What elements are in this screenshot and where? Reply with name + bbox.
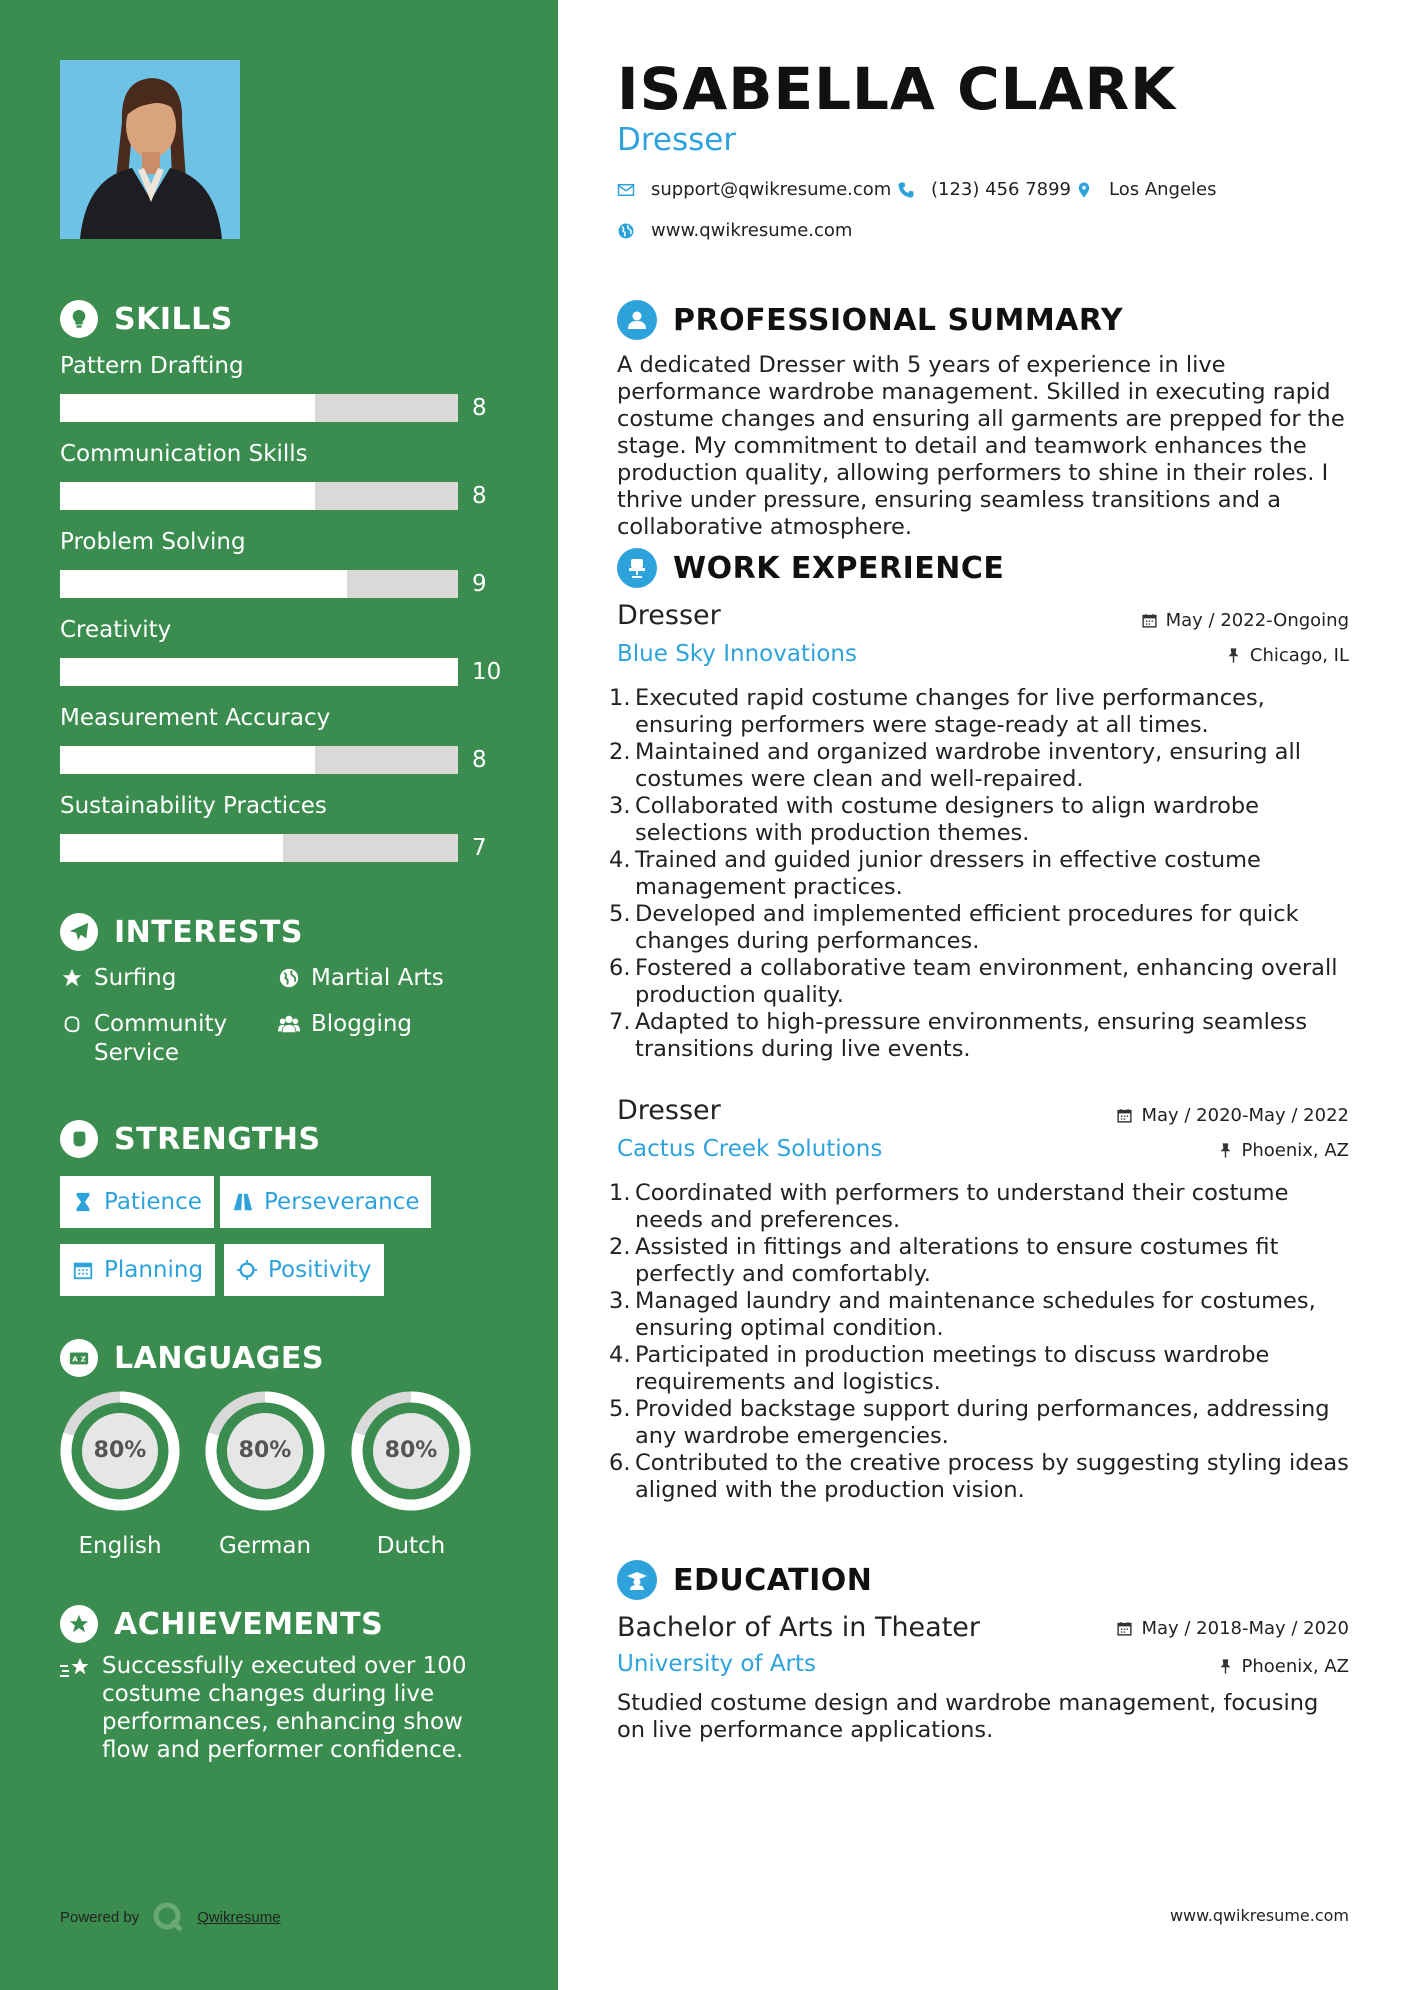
duty-text: Adapted to high-pressure environments, ensuring seamless transitions during live events. — [635, 1009, 1308, 1062]
skill-level: 8 — [472, 483, 487, 509]
powered-by — [60, 1900, 281, 1934]
languages-title: LANGUAGES — [114, 1340, 324, 1376]
skill-name: Pattern Drafting — [60, 353, 244, 379]
duty-text: Contributed to the creative process by suggesting styling ideas aligned with the production vision. — [635, 1450, 1349, 1503]
strength-badge — [220, 1176, 431, 1228]
hourglass-icon — [72, 1191, 94, 1213]
education-date — [1116, 1618, 1349, 1639]
interest-item — [277, 964, 444, 993]
sun-icon — [236, 1259, 258, 1281]
education-date-text: May / 2018-May / 2020 — [1141, 1618, 1349, 1639]
job-title: Dresser — [617, 600, 721, 631]
duty-item — [609, 1396, 1354, 1450]
pushpin-icon — [1225, 647, 1242, 664]
duty-item — [609, 1009, 1354, 1063]
skill-bar — [60, 658, 458, 686]
strength-badge — [60, 1176, 214, 1228]
duty-item — [609, 1450, 1354, 1504]
language-name: Dutch — [376, 1533, 446, 1559]
duty-text: Participated in production meetings to discuss wardrobe requirements and logistics. — [635, 1342, 1270, 1395]
duty-number: 5. — [609, 901, 631, 927]
duty-number: 6. — [609, 955, 631, 981]
achievement-text: Successfully executed over 100 costume changes during live performances, enhancing show flow and performer confidence. — [102, 1653, 467, 1763]
job-location-text: Chicago, IL — [1249, 645, 1349, 666]
education-description: Studied costume design and wardrobe management, focusing on live performance applications. — [617, 1690, 1319, 1743]
duty-text: Developed and implemented efficient procedures for quick changes during performances. — [635, 901, 1299, 954]
briefcase-chair-icon — [617, 548, 657, 588]
strength-label: Positivity — [268, 1257, 372, 1283]
summary-text: A dedicated Dresser with 5 years of experience in live performance wardrobe management. Skilled in executing rapid costume changes and ensuring all garments are prepped for the stage. My commitment to detail and teamwork enhances the production quality, allowing performers to shine in their roles. I thrive under pressure, ensuring seamless transitions and a collaborative atmosphere. — [617, 352, 1345, 540]
duty-text: Maintained and organized wardrobe inventory, ensuring all costumes were clean and well-repaired. — [635, 739, 1301, 792]
duty-text: Coordinated with performers to understand their costume needs and preferences. — [635, 1180, 1289, 1233]
qwikresume-logo-icon — [151, 1900, 185, 1934]
globe-icon — [277, 964, 301, 993]
calendar-icon — [72, 1259, 94, 1281]
duty-number: 7. — [609, 1009, 631, 1035]
skill-name: Creativity — [60, 617, 172, 643]
language-name: English — [78, 1533, 162, 1559]
duty-number: 2. — [609, 739, 631, 765]
skill-name: Sustainability Practices — [60, 793, 327, 819]
duty-number: 3. — [609, 1288, 631, 1314]
interests-heading — [60, 913, 303, 951]
road-icon — [232, 1191, 254, 1213]
strength-label: Perseverance — [264, 1189, 420, 1215]
duty-text: Managed laundry and maintenance schedules for costumes, ensuring optimal condition. — [635, 1288, 1316, 1341]
language-item — [58, 1389, 182, 1559]
calendar-icon — [1116, 1620, 1133, 1637]
job-location-text: Phoenix, AZ — [1241, 1140, 1349, 1161]
strength-badge — [60, 1244, 215, 1296]
strengths-title: STRENGTHS — [114, 1121, 321, 1157]
education-location-text: Phoenix, AZ — [1241, 1656, 1349, 1677]
duty-text: Collaborated with costume designers to align wardrobe selections with production themes. — [635, 793, 1260, 846]
duty-text: Provided backstage support during performances, addressing any wardrobe emergencies. — [635, 1396, 1330, 1449]
phone-text: (123) 456 7899 — [931, 179, 1072, 200]
strength-badge — [224, 1244, 384, 1296]
duty-item — [609, 847, 1354, 901]
duty-text: Executed rapid costume changes for live performances, ensuring performers were stage-ready at all times. — [635, 685, 1265, 738]
duty-text: Assisted in fittings and alterations to ensure costumes fit perfectly and comfortably. — [635, 1234, 1279, 1287]
candidate-role: Dresser — [617, 122, 737, 158]
language-item — [203, 1389, 327, 1559]
job-duties — [609, 1180, 1354, 1504]
job-title: Dresser — [617, 1095, 721, 1126]
job-date — [1116, 1105, 1349, 1126]
experience-heading — [617, 548, 1004, 588]
phone-icon — [897, 181, 915, 199]
language-percent: 80% — [238, 1438, 292, 1463]
languages-heading — [60, 1339, 324, 1377]
achievement-item — [60, 1652, 500, 1764]
duty-item — [609, 739, 1354, 793]
strength-label: Patience — [104, 1189, 202, 1215]
globe-icon — [617, 222, 635, 240]
duty-item — [609, 1342, 1354, 1396]
duty-item — [609, 1180, 1354, 1234]
language-percent: 80% — [384, 1438, 438, 1463]
job-company: Blue Sky Innovations — [617, 641, 857, 667]
interest-label: Martial Arts — [311, 965, 444, 991]
contact-email — [617, 179, 891, 200]
job-date-text: May / 2022-Ongoing — [1165, 610, 1349, 631]
job-company: Cactus Creek Solutions — [617, 1136, 883, 1162]
skill-bar — [60, 394, 458, 422]
pushpin-icon — [1217, 1142, 1234, 1159]
envelope-icon — [617, 181, 635, 199]
duty-text: Trained and guided junior dressers in effective costume management practices. — [635, 847, 1261, 900]
duty-number: 2. — [609, 1234, 631, 1260]
contact-location — [1075, 179, 1217, 200]
skill-bar — [60, 746, 458, 774]
skill-item — [60, 702, 500, 773]
duty-item — [609, 955, 1354, 1009]
duty-number: 1. — [609, 1180, 631, 1206]
duty-item — [609, 793, 1354, 847]
star-icon — [60, 964, 84, 993]
skill-item — [60, 790, 500, 861]
skill-bar — [60, 570, 458, 598]
interest-item — [277, 1010, 412, 1039]
skill-item — [60, 438, 500, 509]
skill-item — [60, 614, 502, 685]
interest-label: Blogging — [311, 1011, 413, 1037]
contact-phone — [897, 179, 1071, 200]
skill-name: Problem Solving — [60, 529, 246, 555]
duty-text: Fostered a collaborative team environment, enhancing overall production quality. — [635, 955, 1338, 1008]
interest-label: Community Service — [94, 1011, 228, 1066]
person-illustration — [60, 60, 240, 239]
skill-bar-fill — [60, 394, 315, 422]
map-pin-icon — [1075, 181, 1093, 199]
language-name: German — [218, 1533, 312, 1559]
language-percent: 80% — [93, 1438, 147, 1463]
language-icon — [60, 1339, 98, 1377]
duty-number: 4. — [609, 847, 631, 873]
education-heading — [617, 1560, 872, 1600]
duty-number: 4. — [609, 1342, 631, 1368]
skill-bar-fill — [60, 834, 283, 862]
skill-bar-fill — [60, 570, 347, 598]
skills-heading — [60, 300, 233, 338]
skill-bar — [60, 482, 458, 510]
duty-item — [609, 1288, 1354, 1342]
fist-icon — [60, 1120, 98, 1158]
calendar-icon — [1141, 612, 1158, 629]
job-location — [1217, 1140, 1350, 1161]
job-date — [1141, 610, 1349, 631]
achievements-heading — [60, 1605, 383, 1643]
skill-level: 10 — [472, 659, 502, 685]
interest-label: Surfing — [94, 965, 177, 991]
skill-item — [60, 350, 500, 421]
duty-number: 3. — [609, 793, 631, 819]
main-content — [609, 0, 1349, 1990]
contact-website — [617, 220, 852, 241]
duty-item — [609, 901, 1354, 955]
skill-level: 8 — [472, 747, 487, 773]
skill-name: Communication Skills — [60, 441, 308, 467]
interests-title: INTERESTS — [114, 914, 303, 950]
profile-photo — [60, 60, 240, 239]
duty-item — [609, 685, 1354, 739]
duty-number: 1. — [609, 685, 631, 711]
pushpin-icon — [1217, 1658, 1234, 1675]
skill-level: 9 — [472, 571, 487, 597]
strength-label: Planning — [104, 1257, 204, 1283]
hand-icon — [60, 1010, 84, 1068]
skills-title: SKILLS — [114, 301, 233, 337]
language-item — [349, 1389, 473, 1559]
duty-item — [609, 1234, 1354, 1288]
duty-number: 5. — [609, 1396, 631, 1422]
skill-bar-fill — [60, 482, 315, 510]
email-text[interactable]: support@qwikresume.com — [651, 179, 892, 200]
qwikresume-link[interactable]: Qwikresume — [197, 1908, 281, 1926]
degree: Bachelor of Arts in Theater — [617, 1612, 981, 1643]
language-ring — [58, 1389, 182, 1513]
skill-bar-fill — [60, 746, 315, 774]
location-text: Los Angeles — [1109, 179, 1217, 200]
sidebar — [0, 0, 558, 1990]
duty-number: 6. — [609, 1450, 631, 1476]
interest-item — [60, 964, 176, 993]
paper-plane-icon — [60, 913, 98, 951]
svg-text:A Z: A Z — [72, 1354, 86, 1364]
language-ring — [349, 1389, 473, 1513]
job-date-text: May / 2020-May / 2022 — [1141, 1105, 1349, 1126]
candidate-name: ISABELLA CLARK — [617, 55, 1177, 123]
skill-level: 7 — [472, 835, 487, 861]
education-location — [1217, 1656, 1350, 1677]
skill-item — [60, 526, 500, 597]
job-location — [1225, 645, 1349, 666]
skill-bar — [60, 834, 458, 862]
powered-prefix: Powered by — [60, 1908, 140, 1926]
user-icon — [617, 300, 657, 340]
footer-url[interactable]: www.qwikresume.com — [1169, 1906, 1349, 1925]
strengths-heading — [60, 1120, 321, 1158]
achievements-title: ACHIEVEMENTS — [114, 1606, 384, 1642]
star-badge-icon — [60, 1605, 98, 1643]
graduate-icon — [617, 1560, 657, 1600]
skill-level: 8 — [472, 395, 487, 421]
school: University of Arts — [617, 1651, 817, 1677]
language-ring — [203, 1389, 327, 1513]
interest-item — [60, 1010, 227, 1068]
education-title: EDUCATION — [673, 1562, 873, 1598]
job-duties — [609, 685, 1354, 1063]
summary-title: PROFESSIONAL SUMMARY — [673, 302, 1124, 338]
lightbulb-icon — [60, 300, 98, 338]
shooting-star-icon — [60, 1652, 92, 1764]
skill-name: Measurement Accuracy — [60, 705, 331, 731]
calendar-icon — [1116, 1107, 1133, 1124]
skill-bar-fill — [60, 658, 458, 686]
experience-title: WORK EXPERIENCE — [673, 550, 1005, 586]
website-text[interactable]: www.qwikresume.com — [651, 220, 853, 241]
users-icon — [277, 1010, 301, 1039]
summary-heading — [617, 300, 1123, 340]
